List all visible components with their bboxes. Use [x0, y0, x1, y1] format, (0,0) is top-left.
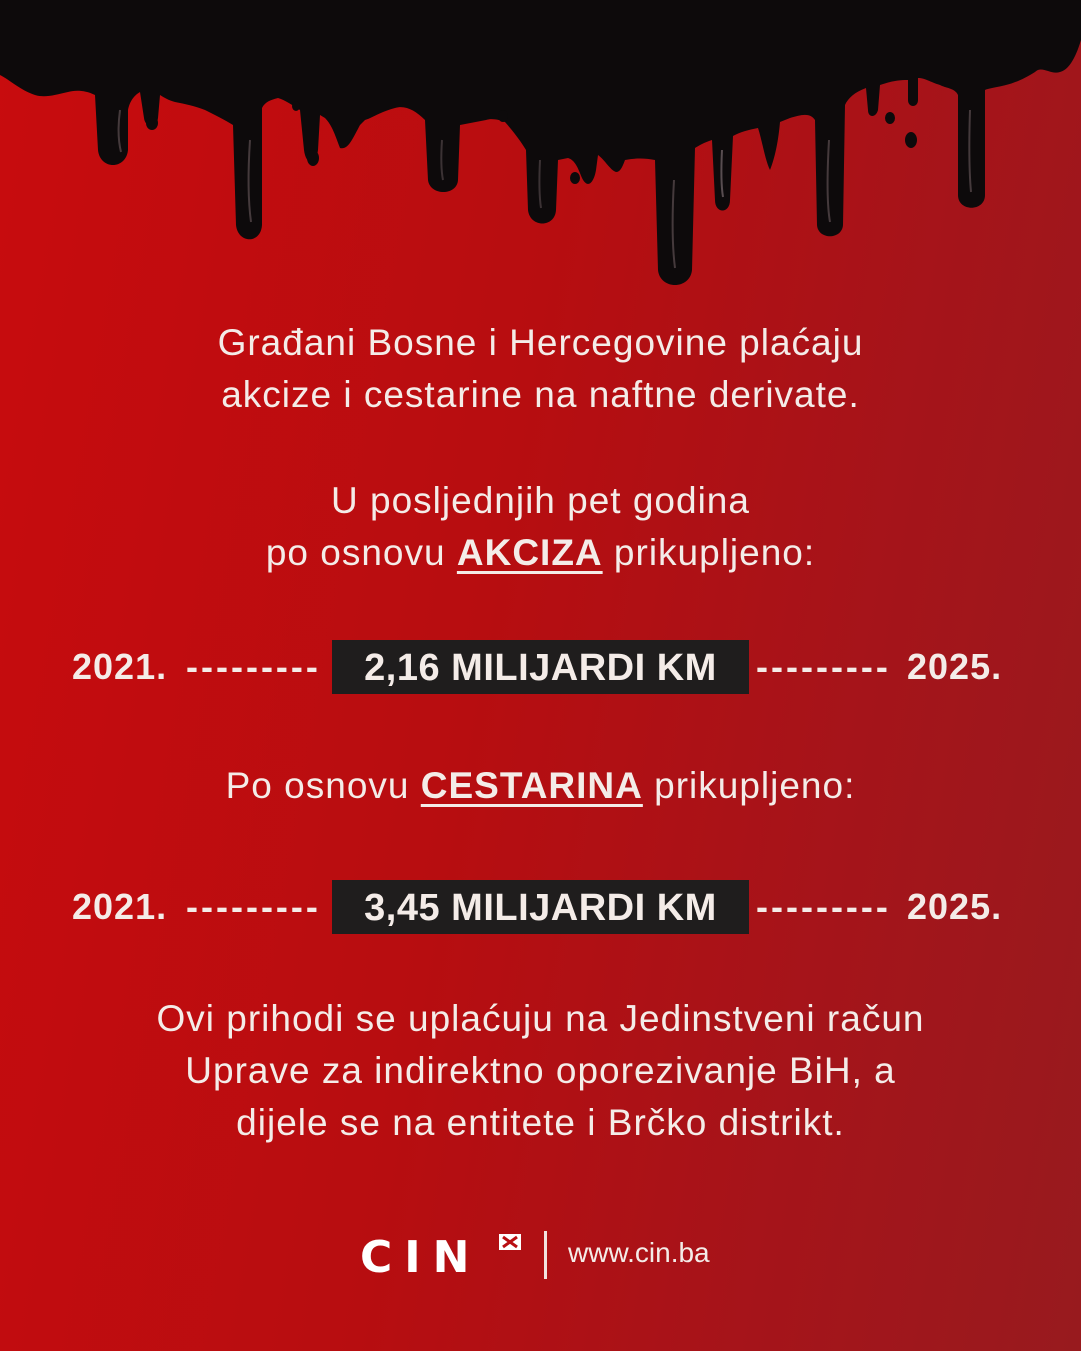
outro-text — [0, 993, 1081, 1149]
cestarine-amount: 3,45 MILIJARDI KM — [332, 880, 749, 934]
oil-drips-graphic — [0, 0, 1081, 300]
cestarine-start-year: 2021. — [72, 886, 168, 927]
cestarine-line-prefix: Po osnovu — [225, 765, 421, 806]
cestarine-dashes-left: --------- — [186, 886, 321, 927]
footer-url[interactable]: www.cin.ba — [568, 1237, 710, 1268]
cestarine-dashes-right: --------- — [756, 886, 891, 927]
cestarine-line — [0, 760, 1081, 812]
akcize-start-year: 2021. — [72, 646, 168, 687]
cestarine-line-suffix: prikupljeno: — [642, 765, 856, 806]
akcize-dashes-right: --------- — [756, 646, 891, 687]
intro-line-1: Građani Bosne i Hercegovine plaćaju — [217, 322, 864, 363]
akcize-highlight: AKCIZA — [456, 532, 603, 573]
cin-logo-mark-icon — [499, 1234, 521, 1250]
akcize-heading — [0, 475, 1081, 579]
outro-line-2: Uprave za indirektno oporezivanje BiH, a — [185, 1050, 896, 1091]
cestarine-end-year: 2025. — [907, 886, 1003, 927]
akcize-range — [0, 640, 1081, 696]
outro-line-3: dijele se na entitete i Brčko distrikt. — [236, 1102, 845, 1143]
intro-line-2: akcize i cestarine na naftne derivate. — [221, 374, 860, 415]
cin-logo: CIN — [360, 1232, 482, 1283]
cestarine-heading — [0, 760, 1081, 812]
cestarine-highlight: CESTARINA — [420, 765, 643, 806]
akcize-end-year: 2025. — [907, 646, 1003, 687]
akcize-line-2-suffix: prikupljeno: — [602, 532, 816, 573]
akcize-dashes-left: --------- — [186, 646, 321, 687]
akcize-amount: 2,16 MILIJARDI KM — [332, 640, 749, 694]
intro-text — [0, 317, 1081, 421]
akcize-line-2-prefix: po osnovu — [265, 532, 457, 573]
akcize-line-2 — [0, 527, 1081, 579]
footer-divider — [544, 1231, 547, 1279]
outro-line-1: Ovi prihodi se uplaćuju na Jedinstveni račun — [156, 998, 925, 1039]
cestarine-range — [0, 880, 1081, 936]
akcize-line-1: U posljednjih pet godina — [331, 480, 750, 521]
